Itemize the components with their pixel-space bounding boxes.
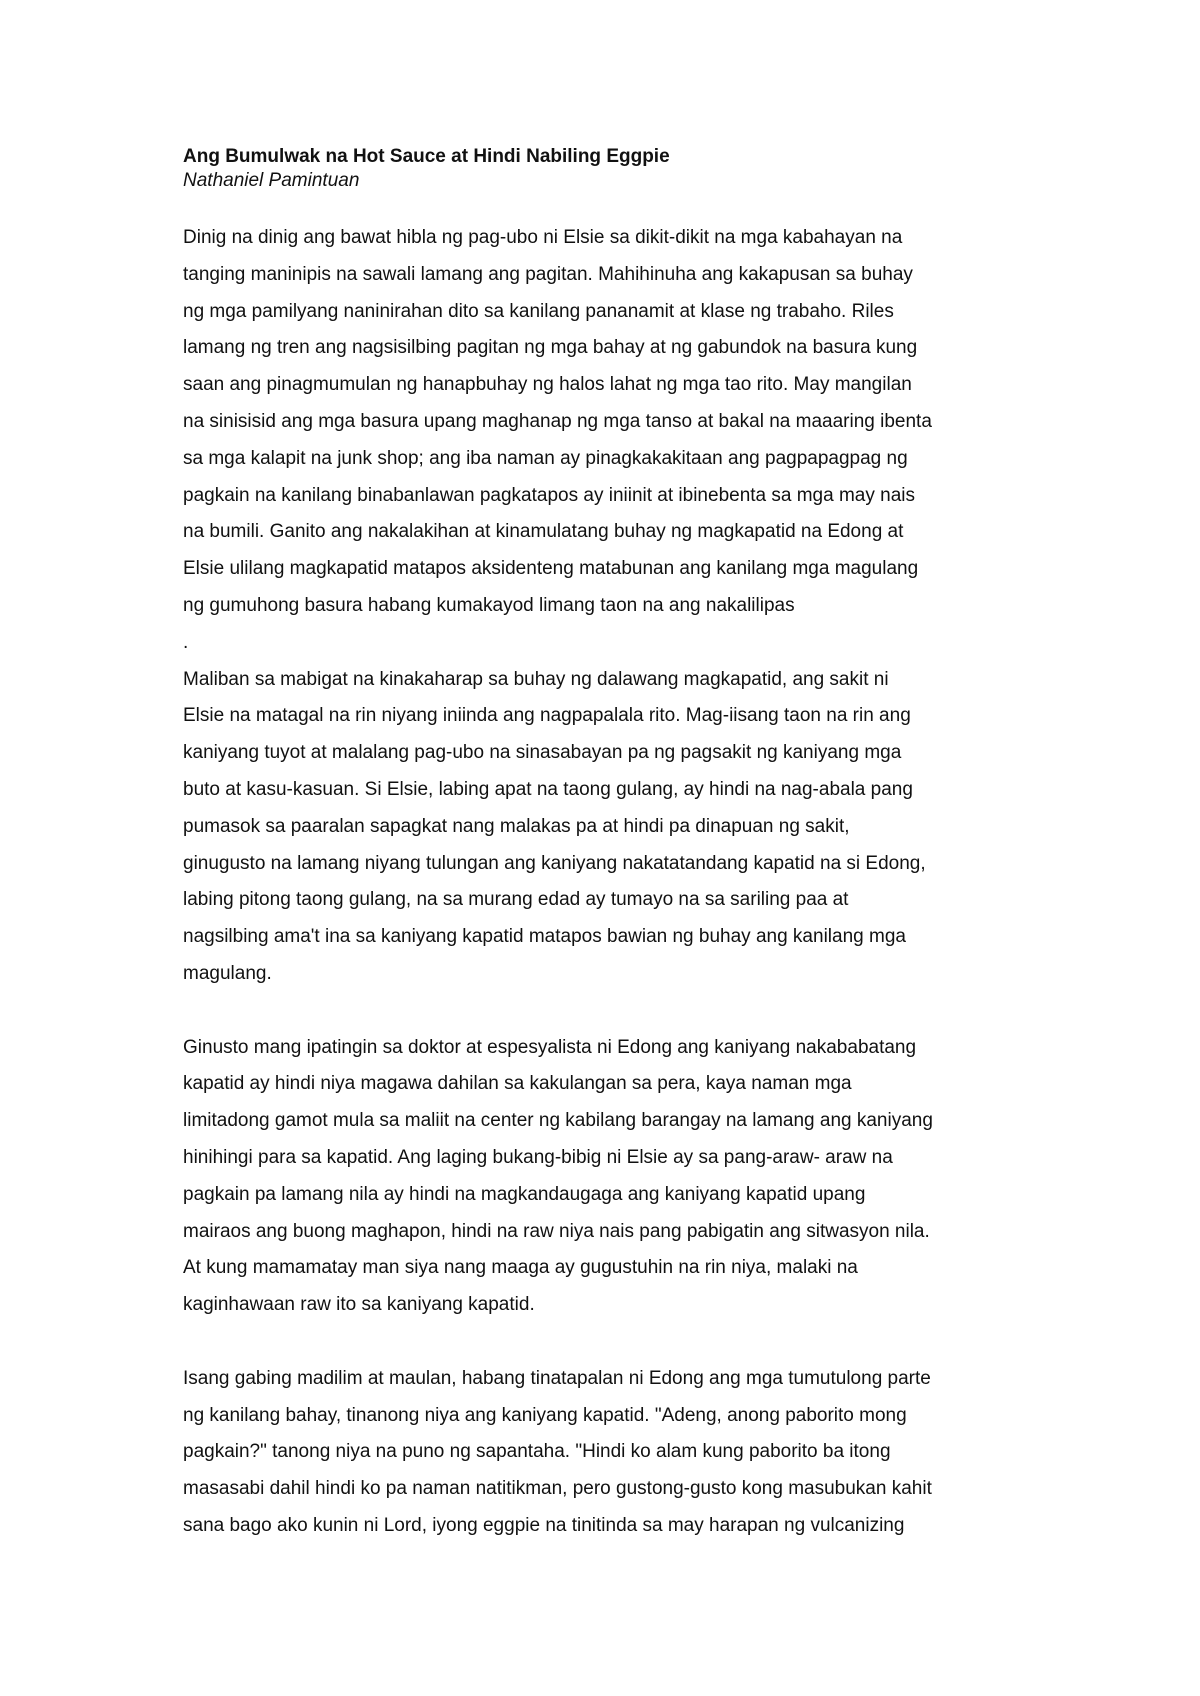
paragraph-line: magulang.: [183, 962, 272, 984]
paragraph-line: At kung mamamatay man siya nang maaga ay gugustuhin na rin niya, malaki na: [183, 1257, 858, 1279]
paragraph-line: .: [183, 631, 189, 653]
paragraph-line: kaniyang tuyot at malalang pag-ubo na sinasabayan pa ng pagsakit ng kaniyang mga: [183, 742, 902, 764]
paragraph-line: ginugusto na lamang niyang tulungan ang kaniyang nakatatandang kapatid na si Edong,: [183, 852, 926, 874]
paragraph-line: hinihingi para sa kapatid. Ang laging bukang-bibig ni Elsie ay sa pang-araw- araw na: [183, 1146, 893, 1168]
paragraph-line: Elsie ulilang magkapatid matapos aksidenteng matabunan ang kanilang mga magulang: [183, 558, 919, 580]
paragraph-line: mairaos ang buong maghapon, hindi na raw niya nais pang pabigatin ang sitwasyon nila.: [183, 1220, 930, 1242]
paragraph-line: kaginhawaan raw ito sa kaniyang kapatid.: [183, 1294, 535, 1316]
paragraph-spacer: [183, 1324, 1043, 1361]
paragraph-line: Isang gabing madilim at maulan, habang tinatapalan ni Edong ang mga tumutulong parte: [183, 1367, 931, 1389]
paragraph-line: Elsie na matagal na rin niyang iniinda ang nagpapalala rito. Mag-iisang taon na rin ang: [183, 705, 911, 727]
paragraph-line: pagkain pa lamang nila ay hindi na magkandaugaga ang kaniyang kapatid upang: [183, 1183, 866, 1205]
paragraph-line: pumasok sa paaralan sapagkat nang malakas pa at hindi pa dinapuan ng sakit,: [183, 815, 850, 837]
paragraph-line: Ginusto mang ipatingin sa doktor at espesyalista ni Edong ang kaniyang nakababatang: [183, 1036, 917, 1058]
paragraph-line: ng kanilang bahay, tinanong niya ang kaniyang kapatid. "Adeng, anong paborito mong: [183, 1404, 907, 1426]
paragraph-1: [183, 220, 1043, 662]
paragraph-line: ng gumuhong basura habang kumakayod limang taon na ang nakalilipas: [183, 594, 795, 616]
paragraph-line: kapatid ay hindi niya magawa dahilan sa kakulangan sa pera, kaya naman mga: [183, 1073, 852, 1095]
paragraph-line: sana bago ako kunin ni Lord, iyong eggpie na tinitinda sa may harapan ng vulcanizing: [183, 1514, 905, 1536]
paragraph-line: pagkain na kanilang binabanlawan pagkatapos ay iniinit at ibinebenta sa mga may nais: [183, 484, 916, 506]
paragraph-line: Dinig na dinig ang bawat hibla ng pag-ubo ni Elsie sa dikit-dikit na mga kabahayan na: [183, 227, 903, 248]
document-title: Ang Bumulwak na Hot Sauce at Hindi Nabiling Eggpie: [183, 146, 670, 167]
paragraph-line: na bumili. Ganito ang nakalakihan at kinamulatang buhay ng magkapatid na Edong at: [183, 521, 904, 543]
paragraph-line: lamang ng tren ang nagsisilbing pagitan ng mga bahay at ng gabundok na basura kung: [183, 337, 918, 359]
paragraph-line: pagkain?" tanong niya na puno ng sapantaha. "Hindi ko alam kung paborito ba itong: [183, 1441, 891, 1463]
paragraph-line: na sinisisid ang mga basura upang maghanap ng mga tanso at bakal na maaaring ibenta: [183, 410, 932, 432]
paragraph-line: tanging maninipis na sawali lamang ang pagitan. Mahihinuha ang kakapusan sa buhay: [183, 263, 913, 285]
paragraph-2: [183, 662, 1043, 993]
paragraph-line: Maliban sa mabigat na kinakaharap sa buhay ng dalawang magkapatid, ang sakit ni: [183, 668, 889, 690]
paragraph-3: [183, 1030, 1043, 1324]
document-author: Nathaniel Pamintuan: [183, 170, 360, 191]
paragraph-line: limitadong gamot mula sa maliit na center ng kabilang barangay na lamang ang kaniyang: [183, 1110, 933, 1132]
paragraph-spacer: [183, 993, 1043, 1030]
paragraph-line: labing pitong taong gulang, na sa murang edad ay tumayo na sa sariling paa at: [183, 889, 849, 911]
paragraph-line: nagsilbing ama't ina sa kaniyang kapatid matapos bawian ng buhay ang kanilang mga: [183, 926, 906, 948]
paragraph-line: masasabi dahil hindi ko pa naman natitikman, pero gustong-gusto kong masubukan kahit: [183, 1478, 932, 1500]
document-body: [183, 145, 1043, 1545]
paragraph-line: saan ang pinagmumulan ng hanapbuhay ng halos lahat ng mga tao rito. May mangilan: [183, 374, 912, 396]
paragraph-line: buto at kasu-kasuan. Si Elsie, labing apat na taong gulang, ay hindi na nag-abala pang: [183, 778, 913, 800]
paragraph-4: [183, 1361, 1043, 1545]
paragraph-line: ng mga pamilyang naninirahan dito sa kanilang pananamit at klase ng trabaho. Riles: [183, 300, 894, 322]
paragraph-line: sa mga kalapit na junk shop; ang iba naman ay pinagkakakitaan ang pagpapagpag ng: [183, 447, 908, 469]
